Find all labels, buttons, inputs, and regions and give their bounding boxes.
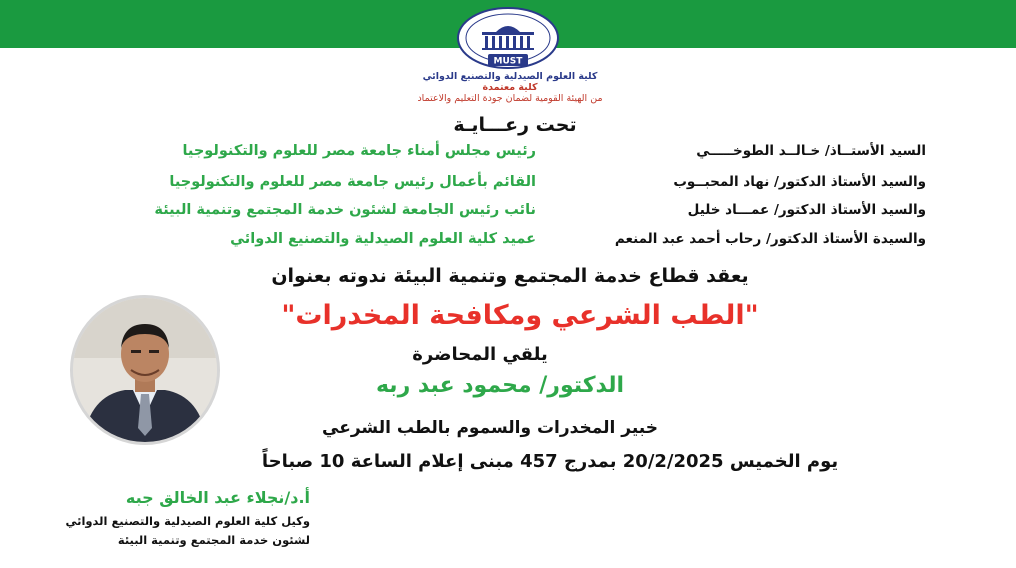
patron-title: عميد كلية العلوم الصيدلية والتصنيع الدوائي bbox=[230, 231, 536, 247]
presenter-label: يلقي المحاضرة bbox=[412, 344, 548, 365]
patron-name: والسيد الأستاذ الدكتور/ نهاد المحبــوب bbox=[673, 174, 926, 190]
patron-row bbox=[0, 231, 1016, 257]
patron-title: نائب رئيس الجامعة لشئون خدمة المجتمع وتنمية البيئة bbox=[154, 202, 536, 218]
university-logo bbox=[452, 6, 564, 72]
accreditation-body: من الهيئة القومية لضمان جودة التعليم والاعتماد bbox=[417, 93, 603, 104]
patron-name: والسيد الأستاذ الدكتور/ عمـــاد خليل bbox=[687, 202, 926, 218]
institution-block bbox=[360, 71, 660, 104]
signatory-position: وكيل كلية العلوم الصيدلية والتصنيع الدوائي bbox=[65, 514, 310, 528]
speaker-portrait-icon bbox=[73, 298, 217, 442]
patron-title: القائم بأعمال رئيس جامعة مصر للعلوم والتكنولوجيا bbox=[169, 174, 536, 190]
patron-row bbox=[0, 202, 1016, 228]
logo-text: MUST bbox=[493, 56, 523, 67]
speaker-photo bbox=[70, 295, 220, 445]
patron-row bbox=[0, 143, 1016, 169]
patron-name: السيد الأستــاذ/ خـالــد الطوخـــــي bbox=[696, 143, 926, 159]
speaker-title: خبير المخدرات والسموم بالطب الشرعي bbox=[322, 418, 658, 438]
signatory-department: لشئون خدمة المجتمع وتنمية البيئة bbox=[117, 533, 310, 547]
event-datetime: يوم الخميس 20/2/2025 بمدرج 457 مبنى إعلام الساعة 10 صباحاً bbox=[261, 451, 839, 472]
organizer-line: يعقد قطاع خدمة المجتمع وتنمية البيئة ندوته بعنوان bbox=[271, 265, 749, 287]
accreditation-status: كلية معتمدة bbox=[482, 82, 538, 93]
patron-row bbox=[0, 174, 1016, 200]
signatory-name: أ.د/نجلاء عبد الخالق جبه bbox=[125, 488, 310, 507]
seminar-title: "الطب الشرعي ومكافحة المخدرات" bbox=[281, 300, 759, 331]
patronage-heading: تحت رعـــايـة bbox=[453, 114, 577, 136]
patron-title: رئيس مجلس أمناء جامعة مصر للعلوم والتكنولوجيا bbox=[182, 143, 536, 159]
patron-name: والسيدة الأستاذ الدكتور/ رحاب أحمد عبد المنعم bbox=[614, 231, 926, 247]
faculty-name: كلية العلوم الصيدلية والتصنيع الدوائي bbox=[422, 71, 598, 82]
speaker-name: الدكتور/ محمود عبد ربه bbox=[375, 373, 625, 398]
